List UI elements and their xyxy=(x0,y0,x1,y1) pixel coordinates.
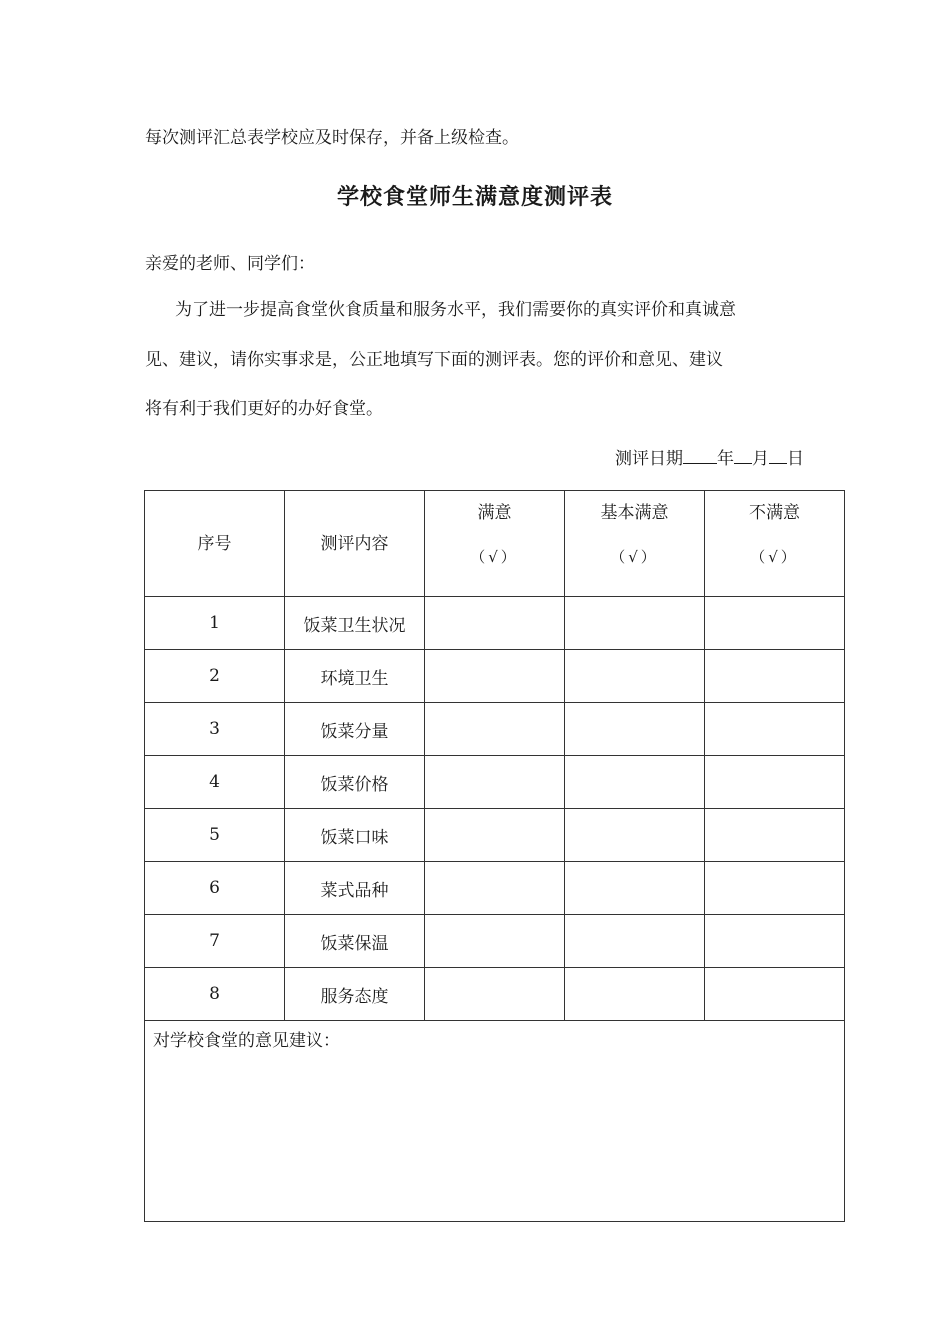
row-item: 菜式品种 xyxy=(285,862,425,915)
survey-date-line xyxy=(615,447,804,469)
basically-satisfied-mark-cell[interactable] xyxy=(565,597,705,650)
satisfied-mark-cell[interactable] xyxy=(425,756,565,809)
table-row xyxy=(145,915,845,968)
row-index: 5 xyxy=(145,809,285,862)
table-row xyxy=(145,703,845,756)
row-index: 2 xyxy=(145,650,285,703)
dissatisfied-mark-cell[interactable] xyxy=(705,862,845,915)
header-index-label: 序号 xyxy=(197,533,232,554)
row-item: 服务态度 xyxy=(285,968,425,1021)
dissatisfied-mark-cell[interactable] xyxy=(705,597,845,650)
basically-satisfied-mark-cell[interactable] xyxy=(565,968,705,1021)
day-blank[interactable] xyxy=(769,447,787,464)
table-header-row xyxy=(145,491,845,597)
satisfied-mark-cell[interactable] xyxy=(425,703,565,756)
basically-satisfied-mark-cell[interactable] xyxy=(565,650,705,703)
paragraph-line-2: 见、建议，请你实事求是，公正地填写下面的测评表。您的评价和意见、建议 xyxy=(145,350,723,370)
row-index: 7 xyxy=(145,915,285,968)
row-index: 4 xyxy=(145,756,285,809)
satisfied-mark-cell[interactable] xyxy=(425,968,565,1021)
row-index: 8 xyxy=(145,968,285,1021)
table-row xyxy=(145,756,845,809)
header-dissatisfied xyxy=(705,491,845,597)
row-index: 1 xyxy=(145,597,285,650)
table-row xyxy=(145,968,845,1021)
header-basically-satisfied xyxy=(565,491,705,597)
intro-note: 每次测评汇总表学校应及时保存，并备上级检查。 xyxy=(145,128,519,148)
header-dissatisfied-check: （√） xyxy=(750,548,799,566)
row-item: 饭菜卫生状况 xyxy=(285,597,425,650)
month-blank[interactable] xyxy=(734,447,752,464)
paragraph-line-1: 为了进一步提高食堂伙食质量和服务水平，我们需要你的真实评价和真诚意 xyxy=(175,300,736,320)
page-title: 学校食堂师生满意度测评表 xyxy=(336,185,613,210)
paragraph-line-3: 将有利于我们更好的办好食堂。 xyxy=(145,399,383,419)
header-satisfied xyxy=(425,491,565,597)
header-index xyxy=(145,491,285,597)
dissatisfied-mark-cell[interactable] xyxy=(705,756,845,809)
basically-satisfied-mark-cell[interactable] xyxy=(565,756,705,809)
row-item: 饭菜价格 xyxy=(285,756,425,809)
satisfied-mark-cell[interactable] xyxy=(425,915,565,968)
row-item: 环境卫生 xyxy=(285,650,425,703)
dissatisfied-mark-cell[interactable] xyxy=(705,968,845,1021)
dissatisfied-mark-cell[interactable] xyxy=(705,915,845,968)
satisfied-mark-cell[interactable] xyxy=(425,809,565,862)
header-satisfied-label: 满意 xyxy=(477,503,512,523)
header-basically-satisfied-label: 基本满意 xyxy=(600,503,669,523)
header-dissatisfied-label: 不满意 xyxy=(749,503,800,523)
table-row xyxy=(145,597,845,650)
dissatisfied-mark-cell[interactable] xyxy=(705,650,845,703)
header-basically-satisfied-check: （√） xyxy=(610,548,659,566)
dissatisfied-mark-cell[interactable] xyxy=(705,809,845,862)
month-label: 月 xyxy=(752,449,769,469)
day-label: 日 xyxy=(787,449,804,469)
table-row xyxy=(145,862,845,915)
basically-satisfied-mark-cell[interactable] xyxy=(565,915,705,968)
header-item-label: 测评内容 xyxy=(320,533,389,554)
row-index: 6 xyxy=(145,862,285,915)
year-label: 年 xyxy=(717,449,734,469)
table-row xyxy=(145,809,845,862)
row-index: 3 xyxy=(145,703,285,756)
table-row xyxy=(145,650,845,703)
basically-satisfied-mark-cell[interactable] xyxy=(565,703,705,756)
year-blank[interactable] xyxy=(683,447,717,464)
header-satisfied-check: （√） xyxy=(470,548,519,566)
comments-row xyxy=(145,1021,845,1222)
date-label: 测评日期 xyxy=(615,449,683,469)
satisfied-mark-cell[interactable] xyxy=(425,862,565,915)
comments-label: 对学校食堂的意见建议： xyxy=(153,1031,340,1051)
survey-table xyxy=(144,490,845,1222)
header-item xyxy=(285,491,425,597)
basically-satisfied-mark-cell[interactable] xyxy=(565,809,705,862)
basically-satisfied-mark-cell[interactable] xyxy=(565,862,705,915)
row-item: 饭菜保温 xyxy=(285,915,425,968)
satisfied-mark-cell[interactable] xyxy=(425,597,565,650)
row-item: 饭菜口味 xyxy=(285,809,425,862)
row-item: 饭菜分量 xyxy=(285,703,425,756)
dissatisfied-mark-cell[interactable] xyxy=(705,703,845,756)
satisfied-mark-cell[interactable] xyxy=(425,650,565,703)
comments-field[interactable] xyxy=(145,1021,845,1222)
greeting: 亲爱的老师、同学们： xyxy=(145,254,315,274)
